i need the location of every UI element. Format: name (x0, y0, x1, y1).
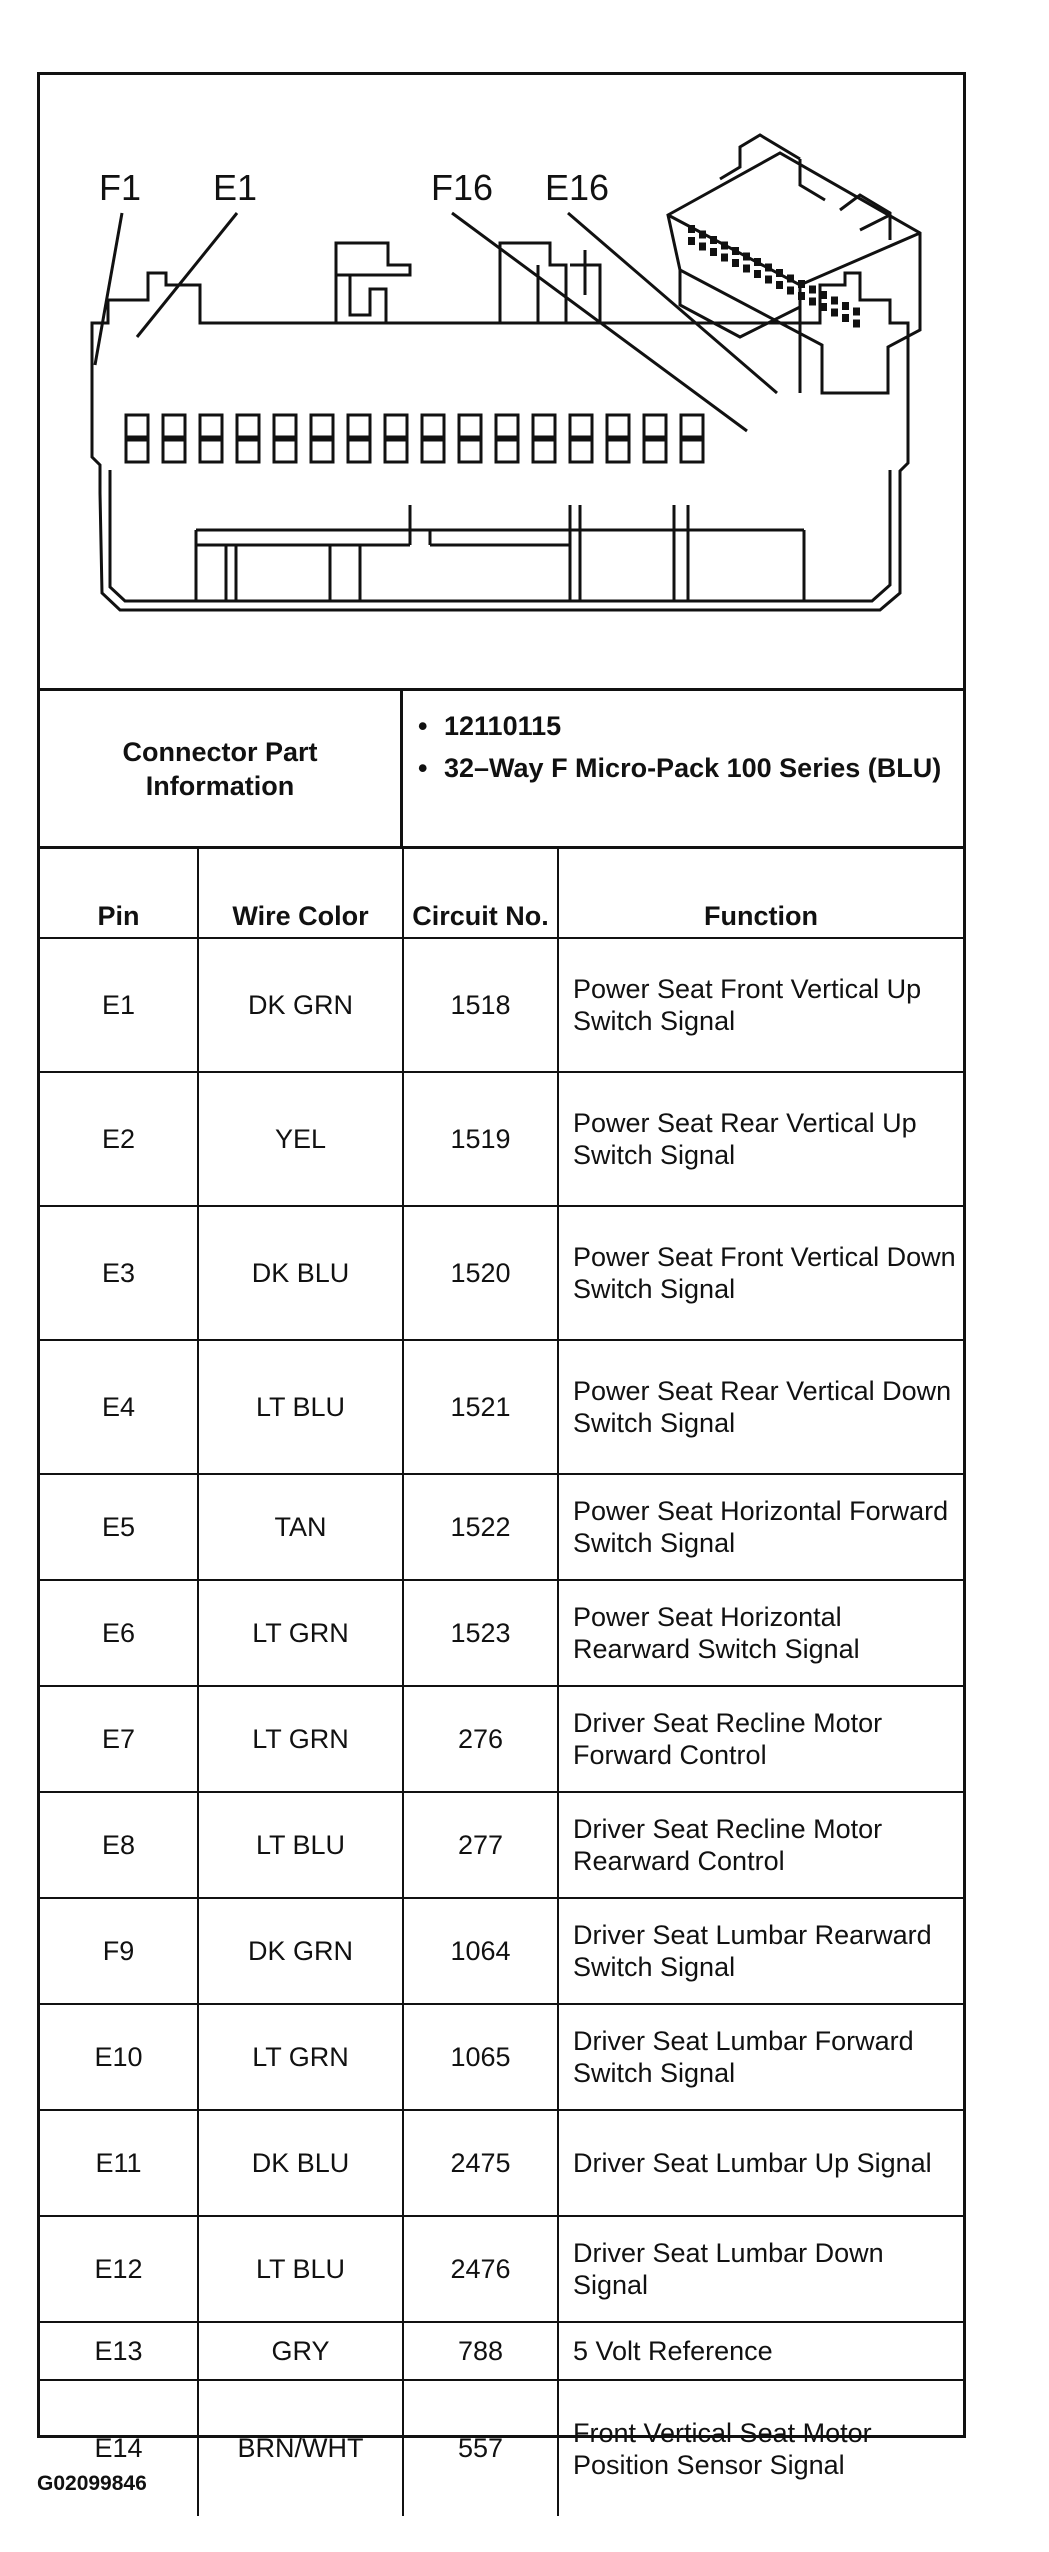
mini-pin-cavity (721, 242, 728, 250)
pin-cavity (644, 440, 666, 462)
pin-cavity (200, 415, 222, 437)
pin-cavity (607, 440, 629, 462)
connector-info-label-cell (40, 691, 403, 846)
mini-pin-cavity (787, 275, 794, 283)
header-pin: Pin (40, 849, 198, 938)
connector-part-information (40, 691, 963, 849)
mini-pin-cavity (831, 297, 838, 305)
mini-pin-cavity (787, 287, 794, 295)
wire-color-cell: GRY (198, 2322, 403, 2380)
mini-pin-cavity (798, 292, 805, 300)
mini-pin-cavity (842, 302, 849, 310)
pin-cell: E7 (40, 1686, 198, 1792)
pin-cavity (496, 440, 518, 462)
pin-cavity (422, 440, 444, 462)
circuit-no-cell: 276 (403, 1686, 558, 1792)
pin-cell: E8 (40, 1792, 198, 1898)
mini-pin-cavity (754, 270, 761, 278)
function-cell: Power Seat Front Vertical Up Switch Signal (558, 938, 963, 1072)
pin-cavity (459, 415, 481, 437)
header-function: Function (558, 849, 963, 938)
function-cell: Driver Seat Lumbar Rearward Switch Signal (558, 1898, 963, 2004)
part-number-item (416, 709, 956, 743)
label-f1: F1 (99, 167, 142, 208)
pin-cell: E6 (40, 1580, 198, 1686)
wire-color-cell: LT GRN (198, 1686, 403, 1792)
mini-pin-cavity (820, 291, 827, 299)
mini-pin-cavity (688, 237, 695, 245)
wire-color-cell: DK GRN (198, 938, 403, 1072)
table-row (40, 1580, 963, 1686)
pin-cell: E13 (40, 2322, 198, 2380)
pin-cell: E5 (40, 1474, 198, 1580)
circuit-no-cell: 788 (403, 2322, 558, 2380)
function-cell: Power Seat Horizontal Forward Switch Signal (558, 1474, 963, 1580)
connector-diagram (40, 75, 963, 691)
function-cell: Power Seat Front Vertical Down Switch Signal (558, 1206, 963, 1340)
wire-color-cell: DK BLU (198, 2110, 403, 2216)
circuit-no-cell: 2476 (403, 2216, 558, 2322)
header-circuit-no: Circuit No. (403, 849, 558, 938)
wire-color-cell: YEL (198, 1072, 403, 1206)
pin-cavity (274, 440, 296, 462)
mini-pin-cavity (853, 308, 860, 316)
wire-color-cell: LT BLU (198, 2216, 403, 2322)
pin-cell: E12 (40, 2216, 198, 2322)
pin-cavity (311, 440, 333, 462)
figure-id: G02099846 (37, 2472, 147, 2495)
pinout-rows (40, 938, 963, 2516)
table-row (40, 1340, 963, 1474)
pin-cavity (385, 440, 407, 462)
table-row (40, 2110, 963, 2216)
pin-cavity (237, 415, 259, 437)
pin-cavity (533, 415, 555, 437)
connector-type-item (416, 751, 956, 785)
table-row (40, 2004, 963, 2110)
pin-cavity (200, 440, 222, 462)
connector-info-list (416, 709, 956, 793)
pin-cavity (459, 440, 481, 462)
function-cell: Power Seat Horizontal Rearward Switch Signal (558, 1580, 963, 1686)
wire-color-cell: LT BLU (198, 1340, 403, 1474)
mini-pin-cavity (798, 280, 805, 288)
function-cell: Power Seat Rear Vertical Up Switch Signal (558, 1072, 963, 1206)
pin-cell: E2 (40, 1072, 198, 1206)
pin-cavity (496, 415, 518, 437)
mini-pin-cavity (732, 259, 739, 267)
pin-cavity (533, 440, 555, 462)
pin-cavity (570, 440, 592, 462)
pin-cell: E1 (40, 938, 198, 1072)
pin-cavity (570, 415, 592, 437)
header-wire-color: Wire Color (198, 849, 403, 938)
pin-cell: E3 (40, 1206, 198, 1340)
mini-pin-cavity (721, 254, 728, 262)
mini-pin-cavity (688, 225, 695, 233)
wire-color-cell: LT BLU (198, 1792, 403, 1898)
table-row (40, 2216, 963, 2322)
label-e16: E16 (545, 167, 610, 208)
mini-pin-cavity (809, 298, 816, 306)
part-number: 12110115 (444, 711, 562, 741)
connector-sheet (37, 72, 966, 2480)
table-row (40, 1686, 963, 1792)
circuit-no-cell: 1522 (403, 1474, 558, 1580)
mini-pin-cavity (743, 265, 750, 273)
circuit-no-cell: 1520 (403, 1206, 558, 1340)
circuit-no-cell: 1523 (403, 1580, 558, 1686)
pin-cavity (385, 415, 407, 437)
wire-color-cell: DK GRN (198, 1898, 403, 2004)
mini-pin-cavity (743, 253, 750, 261)
table-row (40, 1474, 963, 1580)
table-row (40, 938, 963, 1072)
mini-pin-cavity (820, 303, 827, 311)
table-row (40, 1792, 963, 1898)
mini-pin-cavity (732, 247, 739, 255)
table-row (40, 2380, 963, 2516)
mini-pin-cavity (776, 281, 783, 289)
mini-pin-cavity (765, 276, 772, 284)
mini-pin-cavity (809, 286, 816, 294)
wire-color-cell: LT GRN (198, 1580, 403, 1686)
table-row (40, 1072, 963, 1206)
pinout-table (40, 849, 963, 2516)
pin-cavity (348, 415, 370, 437)
circuit-no-cell: 557 (403, 2380, 558, 2516)
pin-cell: F9 (40, 1898, 198, 2004)
circuit-no-cell: 1521 (403, 1340, 558, 1474)
function-cell: Power Seat Rear Vertical Down Switch Signal (558, 1340, 963, 1474)
table-row (40, 1898, 963, 2004)
mini-pin-cavity (842, 314, 849, 322)
pin-cavity (274, 415, 296, 437)
pin-cavity (681, 415, 703, 437)
circuit-no-cell: 277 (403, 1792, 558, 1898)
pin-cell: E11 (40, 2110, 198, 2216)
label-e1: E1 (213, 167, 258, 208)
pin-cavity (681, 440, 703, 462)
pin-cavity (348, 440, 370, 462)
connector-info-label: Connector Part Information (122, 736, 318, 801)
pin-cavity (311, 415, 333, 437)
pin-cavity (644, 415, 666, 437)
mini-pin-cavity (699, 243, 706, 251)
wire-color-cell: BRN/WHT (198, 2380, 403, 2516)
function-cell: Driver Seat Lumbar Up Signal (558, 2110, 963, 2216)
circuit-no-cell: 2475 (403, 2110, 558, 2216)
pin-cell: E10 (40, 2004, 198, 2110)
connector-drawing (40, 75, 963, 688)
circuit-no-cell: 1064 (403, 1898, 558, 2004)
bullet-icon: • (418, 711, 428, 741)
mini-pin-cavity (710, 248, 717, 256)
table-header-row (40, 849, 963, 938)
function-cell: Driver Seat Recline Motor Forward Control (558, 1686, 963, 1792)
pin-cavity (607, 415, 629, 437)
label-f16: F16 (431, 167, 494, 208)
mini-pin-cavity (776, 269, 783, 277)
function-cell: Front Vertical Seat Motor Position Sensor Signal (558, 2380, 963, 2516)
mini-pin-cavity (699, 231, 706, 239)
bullet-icon: • (418, 753, 428, 783)
circuit-no-cell: 1519 (403, 1072, 558, 1206)
connector-type: 32–Way F Micro-Pack 100 Series (BLU) (444, 753, 942, 783)
mini-pin-cavity (831, 309, 838, 317)
function-cell: 5 Volt Reference (558, 2322, 963, 2380)
table-row (40, 1206, 963, 1340)
wire-color-cell: DK BLU (198, 1206, 403, 1340)
wire-color-cell: TAN (198, 1474, 403, 1580)
table-row (40, 2322, 963, 2380)
circuit-no-cell: 1518 (403, 938, 558, 1072)
pin-cell: E4 (40, 1340, 198, 1474)
wire-color-cell: LT GRN (198, 2004, 403, 2110)
mini-pin-cavity (765, 264, 772, 272)
mini-pin-cavity (754, 258, 761, 266)
mini-pin-cavity (710, 236, 717, 244)
pin-cavity (163, 440, 185, 462)
function-cell: Driver Seat Recline Motor Rearward Control (558, 1792, 963, 1898)
mini-pin-cavity (853, 320, 860, 328)
pin-cavity (237, 440, 259, 462)
function-cell: Driver Seat Lumbar Forward Switch Signal (558, 2004, 963, 2110)
pin-cell: E14 (40, 2380, 198, 2516)
function-cell: Driver Seat Lumbar Down Signal (558, 2216, 963, 2322)
pin-cavity (422, 415, 444, 437)
circuit-no-cell: 1065 (403, 2004, 558, 2110)
pin-cavity (163, 415, 185, 437)
